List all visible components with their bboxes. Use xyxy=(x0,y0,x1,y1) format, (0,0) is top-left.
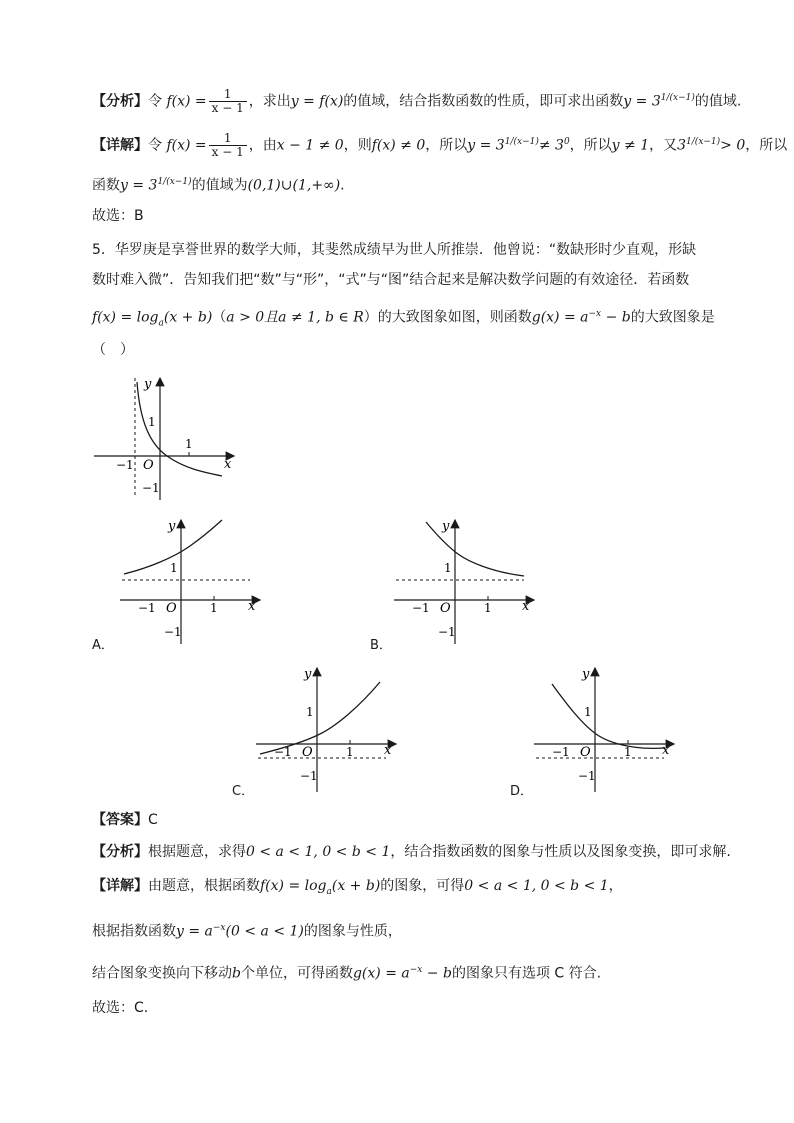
question-5-line-1: 5．华罗庚是享誉世界的数学大师，其斐然成绩早为世人所推崇．他曾说：“数缺形时少直观，形缺 xyxy=(92,242,697,258)
svg-text:1: 1 xyxy=(624,745,632,759)
svg-text:y: y xyxy=(304,667,312,682)
svg-text:−1: −1 xyxy=(578,769,596,783)
svg-text:1: 1 xyxy=(306,705,314,719)
svg-text:O: O xyxy=(580,745,591,760)
graph-option-d xyxy=(532,664,682,794)
detail-line-2: 函数$y = 3^{1/(x-1)}$的值域为(0,1)∪(1,+∞). xyxy=(92,177,345,194)
svg-text:1: 1 xyxy=(444,561,452,575)
svg-text:1: 1 xyxy=(170,561,178,575)
question-5-blank: （ ） xyxy=(92,342,134,358)
detail-line-5: 结合图象变换向下移动b个单位，可得函数$g(x) = a^{-x} - b$的图象只有选项 C 符合. xyxy=(92,965,602,982)
tick-y-neg1: −1 xyxy=(142,481,160,495)
option-a-label: A． xyxy=(92,638,114,653)
svg-text:1: 1 xyxy=(584,705,592,719)
answer-tag: 【答案】 xyxy=(92,812,148,828)
tick-x-1: 1 xyxy=(185,437,193,451)
detail-line-3: 【详解】由题意，根据函数$f(x) = \log_a(x + b)$的图象，可得0 < a < 1, 0 < b < 1， xyxy=(92,878,623,897)
choice-line: 故选：B xyxy=(92,208,144,224)
svg-text:y: y xyxy=(168,519,176,534)
svg-text:x: x xyxy=(248,599,256,614)
detail-line-4: 根据指数函数$y = a^{-x}(0 < a < 1)$的图象与性质， xyxy=(92,923,402,940)
question-5-line-2: 数时难入微”．告知我们把“数”与“形”，“式”与“图”结合起来是解决数学问题的有效途径．若函数 xyxy=(92,272,690,288)
tick-x-neg1: −1 xyxy=(116,458,134,472)
graph-option-b xyxy=(392,516,542,646)
fraction: $\frac{1}{x - 1}$ xyxy=(209,88,247,115)
svg-text:−1: −1 xyxy=(438,625,456,639)
svg-text:−1: −1 xyxy=(138,601,156,615)
svg-text:−1: −1 xyxy=(552,745,570,759)
tick-y-1: 1 xyxy=(148,415,156,429)
svg-text:x: x xyxy=(384,743,392,758)
svg-text:O: O xyxy=(302,745,313,760)
question-5-line-3: $f(x) = \log_a(x + b)(a > 0$且a ≠ 1, b ∈ R）的大致图象如图，则函数$g(x) = a^{-x} - b$的大致图象是 xyxy=(92,309,715,329)
svg-text:x: x xyxy=(522,599,530,614)
svg-text:1: 1 xyxy=(346,745,354,759)
detail-line-1: 【详解】令 f(x) = $\frac{1}{x - 1}$ ，由x − 1 ≠ 0，则f(x) ≠ 0，所以$y = 3^{1/(x-1)}\ne 3^0$，所以y ≠ 1，又$3^{1/(x-1)}> 0$，所以 xyxy=(92,131,788,160)
svg-text:−1: −1 xyxy=(274,745,292,759)
exponent-fraction: 1/(x−1) xyxy=(660,93,695,103)
graph-f xyxy=(92,372,242,502)
option-b-label: B． xyxy=(370,638,392,653)
svg-text:1: 1 xyxy=(210,601,218,615)
svg-text:x: x xyxy=(662,743,670,758)
graph-option-a xyxy=(118,516,268,646)
option-d-label: D． xyxy=(510,784,534,799)
svg-text:O: O xyxy=(440,601,451,616)
option-c-label: C． xyxy=(232,784,255,799)
svg-text:−1: −1 xyxy=(412,601,430,615)
analysis-line-1: 【分析】令 f(x) = $\frac{1}{x - 1}$ ，求出y = f(x)的值域，结合指数函数的性质，即可求出函数$y = 3^{1/(x-1)}$的值域. xyxy=(92,87,742,116)
svg-text:1: 1 xyxy=(484,601,492,615)
origin-label: O xyxy=(143,458,154,473)
graph-option-c xyxy=(254,664,404,794)
svg-text:−1: −1 xyxy=(300,769,318,783)
svg-text:y: y xyxy=(442,519,450,534)
svg-text:O: O xyxy=(166,601,177,616)
analysis-tag: 【分析】 xyxy=(92,93,148,110)
final-choice-line: 故选：C. xyxy=(92,1000,149,1016)
svg-text:−1: −1 xyxy=(164,625,182,639)
detail-tag: 【详解】 xyxy=(92,137,148,154)
analysis-line-2: 【分析】根据题意，求得0 < a < 1, 0 < b < 1，结合指数函数的图象与性质以及图象变换，即可求解. xyxy=(92,844,731,860)
svg-text:y: y xyxy=(582,667,590,682)
y-label: y xyxy=(144,377,152,392)
x-label: x xyxy=(224,457,232,472)
answer-value: C xyxy=(148,812,158,828)
fraction: $\frac{1}{x - 1}$ xyxy=(209,132,247,159)
answer-line xyxy=(92,810,158,830)
